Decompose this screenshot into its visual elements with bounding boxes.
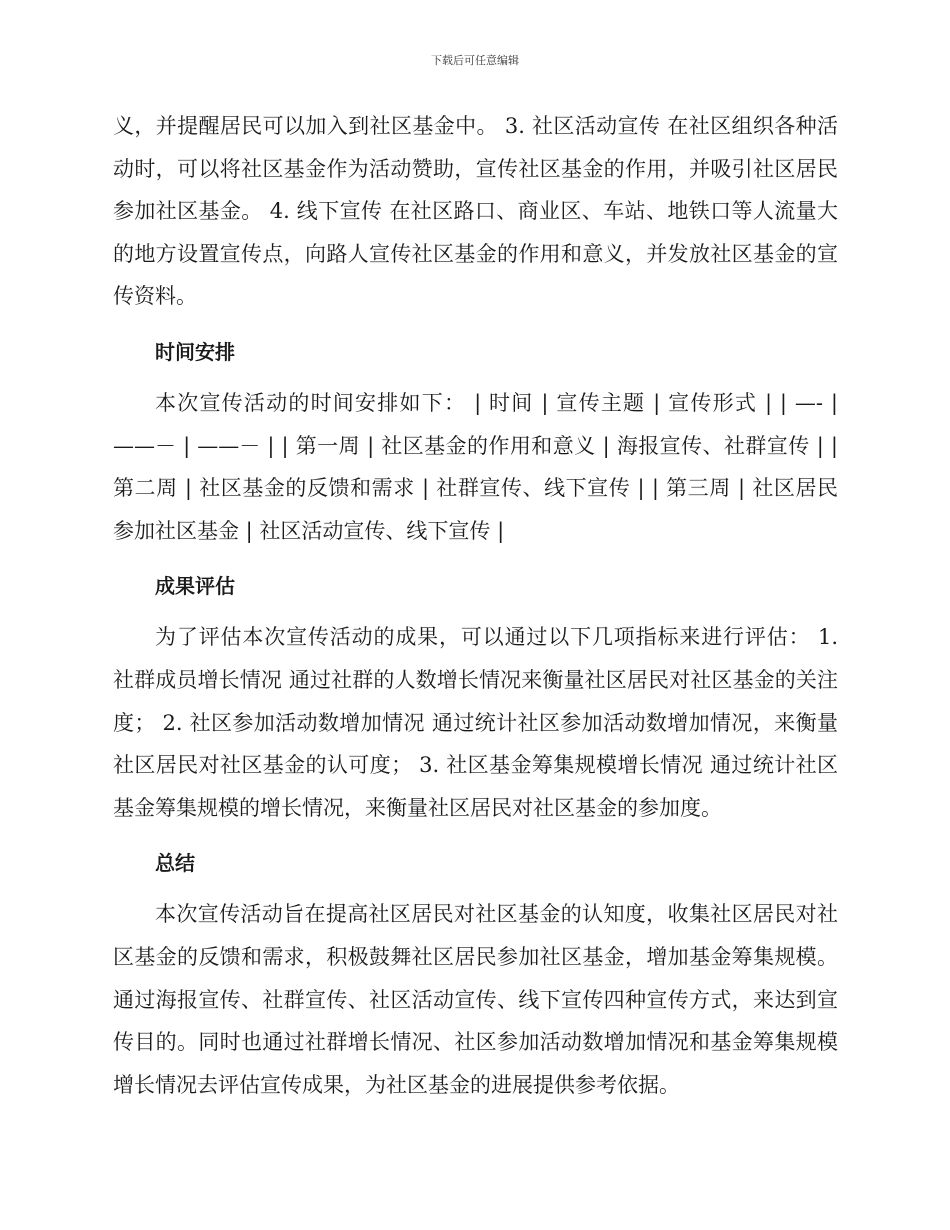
summary-paragraph: 本次宣传活动旨在提高社区居民对社区基金的认知度，收集社区居民对社区基金的反馈和需求，积极鼓舞社区居民参加社区基金，增加基金筹集规模。通过海报宣传、社群宣传、社区活动宣传、线下宣传四种宣传方式，来达到宣传目的。同时也通过社群增长情况、社区参加活动数增加情况和基金筹集规模增长情况去评估宣传成果，为社区基金的进展提供参考依据。 xyxy=(113,902,838,1097)
intro-continued-paragraph: 义，并提醒居民可以加入到社区基金中。 3. 社区活动宣传 在社区组织各种活动时，可以将社区基金作为活动赞助，宣传社区基金的作用，并吸引社区居民参加社区基金。 4. 线下宣传 在社区路口、商业区、车站、地铁口等人流量大的地方设置宣传点，向路人宣传社区基金的作用和意义，并发放社区基金的宣传资料。 xyxy=(113,114,838,309)
evaluation-heading: 成果评估 xyxy=(155,574,235,599)
schedule-heading: 时间安排 xyxy=(155,339,235,364)
page-header: 下载后可任意编辑 xyxy=(431,54,519,67)
schedule-paragraph: 本次宣传活动的时间安排如下： | 时间 | 宣传主题 | 宣传形式 | | —- | ——－ | ——－ | | 第一周 | 社区基金的作用和意义 | 海报宣传、社群宣传 | | 第二周 | 社区基金的反馈和需求 | 社群宣传、线下宣传 | | 第三周 | 社区居民参加社区基金 | 社区活动宣传、线下宣传 | xyxy=(113,390,838,543)
evaluation-paragraph: 为了评估本次宣传活动的成果，可以通过以下几项指标来进行评估： 1. 社群成员增长情况 通过社群的人数增长情况来衡量社区居民对社区基金的关注度； 2. 社区参加活动数增加情况 通过统计社区参加活动数增加情况，来衡量社区居民对社区基金的认可度； 3. 社区基金筹集规模增长情况 通过统计社区基金筹集规模的增长情况，来衡量社区居民对社区基金的参加度。 xyxy=(113,625,838,820)
document-body xyxy=(113,105,838,1106)
summary-heading: 总结 xyxy=(155,851,195,876)
